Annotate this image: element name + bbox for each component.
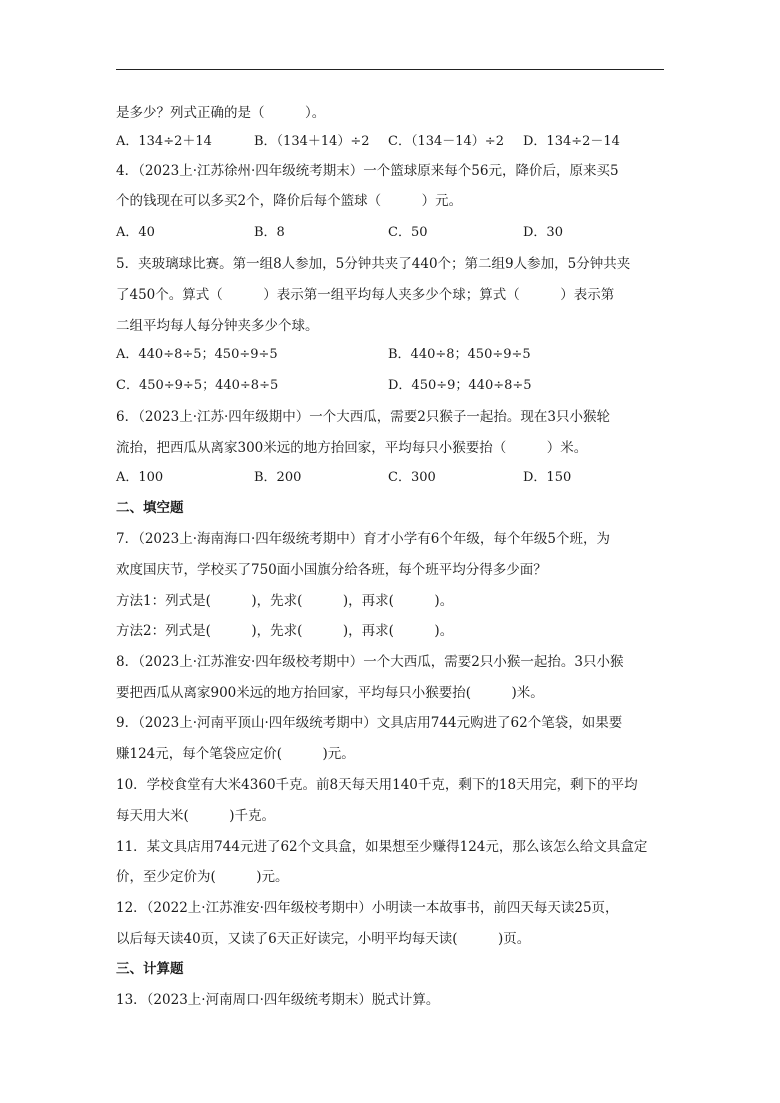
q6-options [116, 469, 676, 487]
q13-line1: 13．（2023上·河南周口·四年级统考期末）脱式计算。 [116, 992, 440, 1008]
q10-line1: 10．学校食堂有大米4360千克。前8天每天用140千克，剩下的18天用完，剩下的平均 [116, 777, 638, 793]
q5-option-c: C．450÷9÷5；440÷8÷5 [116, 378, 279, 393]
q6-option-a: A．100 [116, 470, 164, 485]
section-fill-in-heading: 二、填空题 [116, 500, 184, 516]
q3-option-a: A．134÷2＋14 [116, 134, 212, 149]
q5-line2: 了450个。算式（ ）表示第一组平均每人夹多少个球；算式（ ）表示第 [116, 287, 615, 303]
q5-options-row2 [116, 377, 676, 395]
q4-line1: 4．（2023上·江苏徐州·四年级统考期末）一个篮球原来每个56元，降价后，原来买5 [116, 163, 619, 179]
q5-option-b: B．440÷8；450÷9÷5 [388, 347, 531, 362]
q10-line2: 每天用大米( )千克。 [116, 808, 276, 824]
section-calculation-heading: 三、计算题 [116, 961, 184, 977]
q6-line1: 6．（2023上·江苏·四年级期中）一个大西瓜，需要2只猴子一起抬。现在3只小猴轮 [116, 409, 610, 425]
q12-line2: 以后每天读40页，又读了6天正好读完，小明平均每天读( )页。 [116, 931, 531, 947]
q9-line1: 9．（2023上·河南平顶山·四年级统考期中）文具店用744元购进了62个笔袋，如果要 [116, 715, 623, 731]
q7-line1: 7．（2023上·海南海口·四年级统考期中）育才小学有6个年级，每个年级5个班，为 [116, 531, 610, 547]
q4-option-d: D．30 [523, 225, 563, 240]
q5-line1: 5．夹玻璃球比赛。第一组8人参加，5分钟共夹了440个；第二组9人参加，5分钟共夹 [116, 256, 631, 272]
q11-line1: 11．某文具店用744元进了62个文具盒，如果想至少赚得124元，那么该怎么给文具盒定 [116, 839, 648, 855]
q6-option-d: D．150 [523, 470, 572, 485]
q3-option-c: C．（134－14）÷2 [388, 134, 504, 149]
header-rule [116, 69, 664, 70]
q6-option-b: B．200 [254, 470, 302, 485]
q11-line2: 价，至少定价为( )元。 [116, 869, 289, 885]
q8-line2: 要把西瓜从离家900米远的地方抬回家，平均每只小猴要抬( )米。 [116, 685, 544, 701]
q8-line1: 8．（2023上·江苏淮安·四年级校考期中）一个大西瓜，需要2只小猴一起抬。3只小猴 [116, 654, 624, 670]
q6-option-c: C．300 [388, 470, 436, 485]
q5-option-a: A．440÷8÷5；450÷9÷5 [116, 347, 278, 362]
q3-option-d: D．134÷2－14 [523, 134, 620, 149]
q3-option-b: B．（134＋14）÷2 [254, 134, 370, 149]
q4-option-a: A．40 [116, 225, 155, 240]
q3-options [116, 133, 676, 151]
q3-continuation: 是多少？列式正确的是（ ）。 [116, 105, 326, 121]
q6-line2: 流抬，把西瓜从离家300米远的地方抬回家，平均每只小猴要抬（ ）米。 [116, 440, 588, 456]
q4-options [116, 224, 676, 242]
q4-option-c: C．50 [388, 225, 428, 240]
q9-line2: 赚124元，每个笔袋应定价( )元。 [116, 746, 355, 762]
q7-line2: 欢度国庆节，学校买了750面小国旗分给各班，每个班平均分得多少面？ [116, 562, 547, 578]
q4-option-b: B．8 [254, 225, 285, 240]
q5-option-d: D．450÷9；440÷8÷5 [388, 378, 532, 393]
q5-options-row1 [116, 346, 676, 364]
q5-line3: 二组平均每人每分钟夹多少个球。 [116, 318, 319, 334]
q7-method1: 方法1：列式是( )，先求( )，再求( )。 [116, 593, 454, 609]
q4-line2: 个的钱现在可以多买2个，降价后每个篮球（ ）元。 [116, 193, 463, 209]
q7-method2: 方法2：列式是( )，先求( )，再求( )。 [116, 623, 454, 639]
q12-line1: 12．（2022上·江苏淮安·四年级校考期中）小明读一本故事书，前四天每天读25页， [116, 900, 619, 916]
